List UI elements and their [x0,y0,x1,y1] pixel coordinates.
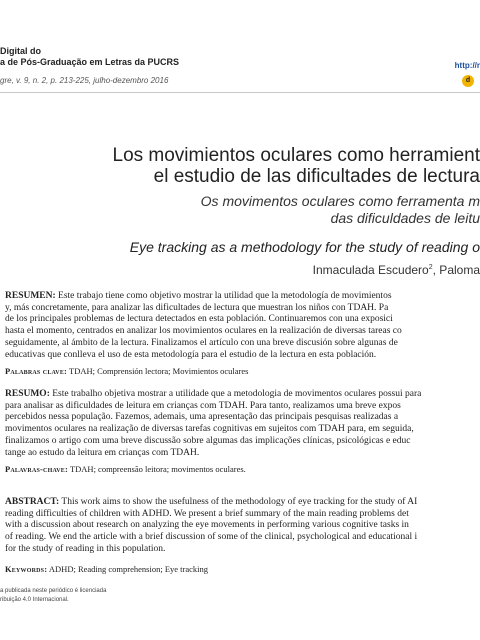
abstract-line: reading difficulties of children with ADHD. We present a brief summary of the main reading problems det [5,508,409,519]
authors [313,263,480,277]
resumen-line: hasta el momento, centrados en analizar los movimientos oculares en la realización de diversas tareas co [5,326,402,337]
issue-info: gre, v. 9, n. 2, p. 213-225, julho-dezembro 2016 [0,76,169,85]
resumen-section [5,291,480,361]
author-name: Inmaculada Escudero [312,263,429,277]
resumen-line: educativas que conlleva el uso de esta metodología para el estudio de la lectura en esta población. [5,349,377,360]
abstract-keywords-label: Keywords: [5,564,48,574]
resumen-keywords [5,366,248,376]
resumo-keywords [5,464,246,474]
abstract-keywords [5,564,208,574]
abstract-label: ABSTRACT: [5,497,60,507]
resumo-line: finalizamos o artigo com uma breve discussão sobre algumas das implicações clínicas, psicológicas e educ [5,435,411,446]
resumen-keywords-label: Palabras clave: [5,366,68,376]
resumo-line: Este trabalho objetiva mostrar a utilidade que a metodologia de movimentos oculares possui para [49,389,422,399]
abstract-line: This work aims to show the usefulness of the methodology of eye tracking for the study of AI [59,497,418,507]
resumo-line: percebidos nessa população. Fazemos, ademais, uma apresentação das principais pesquisas realizadas a [5,412,399,423]
abstract-line: for the study of reading in this population. [5,543,166,554]
doi-icon[interactable]: d [462,75,474,87]
resumen-line: Este trabajo tiene como objetivo mostrar la utilidad que la metodología de movimientos [55,291,392,301]
resumen-line: seguidamente, al ámbito de la lectura. Finalizamos el artículo con una breve discusión sobre algunas de [5,337,398,348]
resumo-label: RESUMO: [5,389,50,399]
abstract-section [5,497,480,556]
abstract-line: of reading. We end the article with a brief discussion of some of the clinical, psychological and educational i [5,532,418,543]
license-note-line2[interactable]: ribuição 4.0 Internacional. [0,597,69,603]
journal-url-link[interactable]: http://r [454,61,480,70]
article-title-line2: el estudio de las dificultades de lectura [153,166,480,187]
resumo-line: movimentos oculares na realização de diversas tarefas cognitivas em sujeitos com TDAH para, em seguida, [5,424,414,435]
abstract-line: with a discussion about research on analyzing the eye movements in performing various cognitive tasks in [5,520,409,531]
resumen-line: de los principales problemas de lectura detectados en esta población. Continuaremos con una exposici [5,314,393,325]
resumo-line: para analisar as dificuldades de leitura em crianças com TDAH. Para tanto, realizamos uma breve expos [5,400,401,411]
article-title-line1: Los movimientos oculares como herramient [112,145,480,166]
resumen-label: RESUMEN: [5,291,56,301]
resumo-keywords-label: Palavras-chave: [5,464,68,474]
resumo-keywords-text: TDAH; compreensão leitora; movimentos oculares. [67,464,246,474]
resumo-line: tange ao estudo da leitura em crianças com TDAH. [5,447,200,458]
resumen-keywords-text: TDAH; Comprensión lectora; Movimientos oculares [67,366,249,376]
journal-name-line2: a de Pós-Graduação em Letras da PUCRS [0,57,180,67]
article-title-en: Eye tracking as a methodology for the study of reading o [129,239,480,255]
header-divider [0,92,480,93]
article-title-pt-line1: Os movimentos oculares como ferramenta m [200,193,480,209]
author-affiliation-mark: 2 [428,264,433,271]
journal-name-line1: Digital do [0,46,41,56]
resumen-line: y, más concretamente, para analizar las dificultades de lectura que muestran los niños con TDAH. Pa [5,302,389,313]
license-note-line1: a publicada neste periódico é licenciada [0,588,107,594]
resumo-section [5,389,480,459]
author-name-2: , Paloma [432,263,480,277]
article-title-pt-line2: das dificuldades de leitu [330,210,480,226]
abstract-keywords-text: ADHD; Reading comprehension; Eye tracking [47,564,209,574]
